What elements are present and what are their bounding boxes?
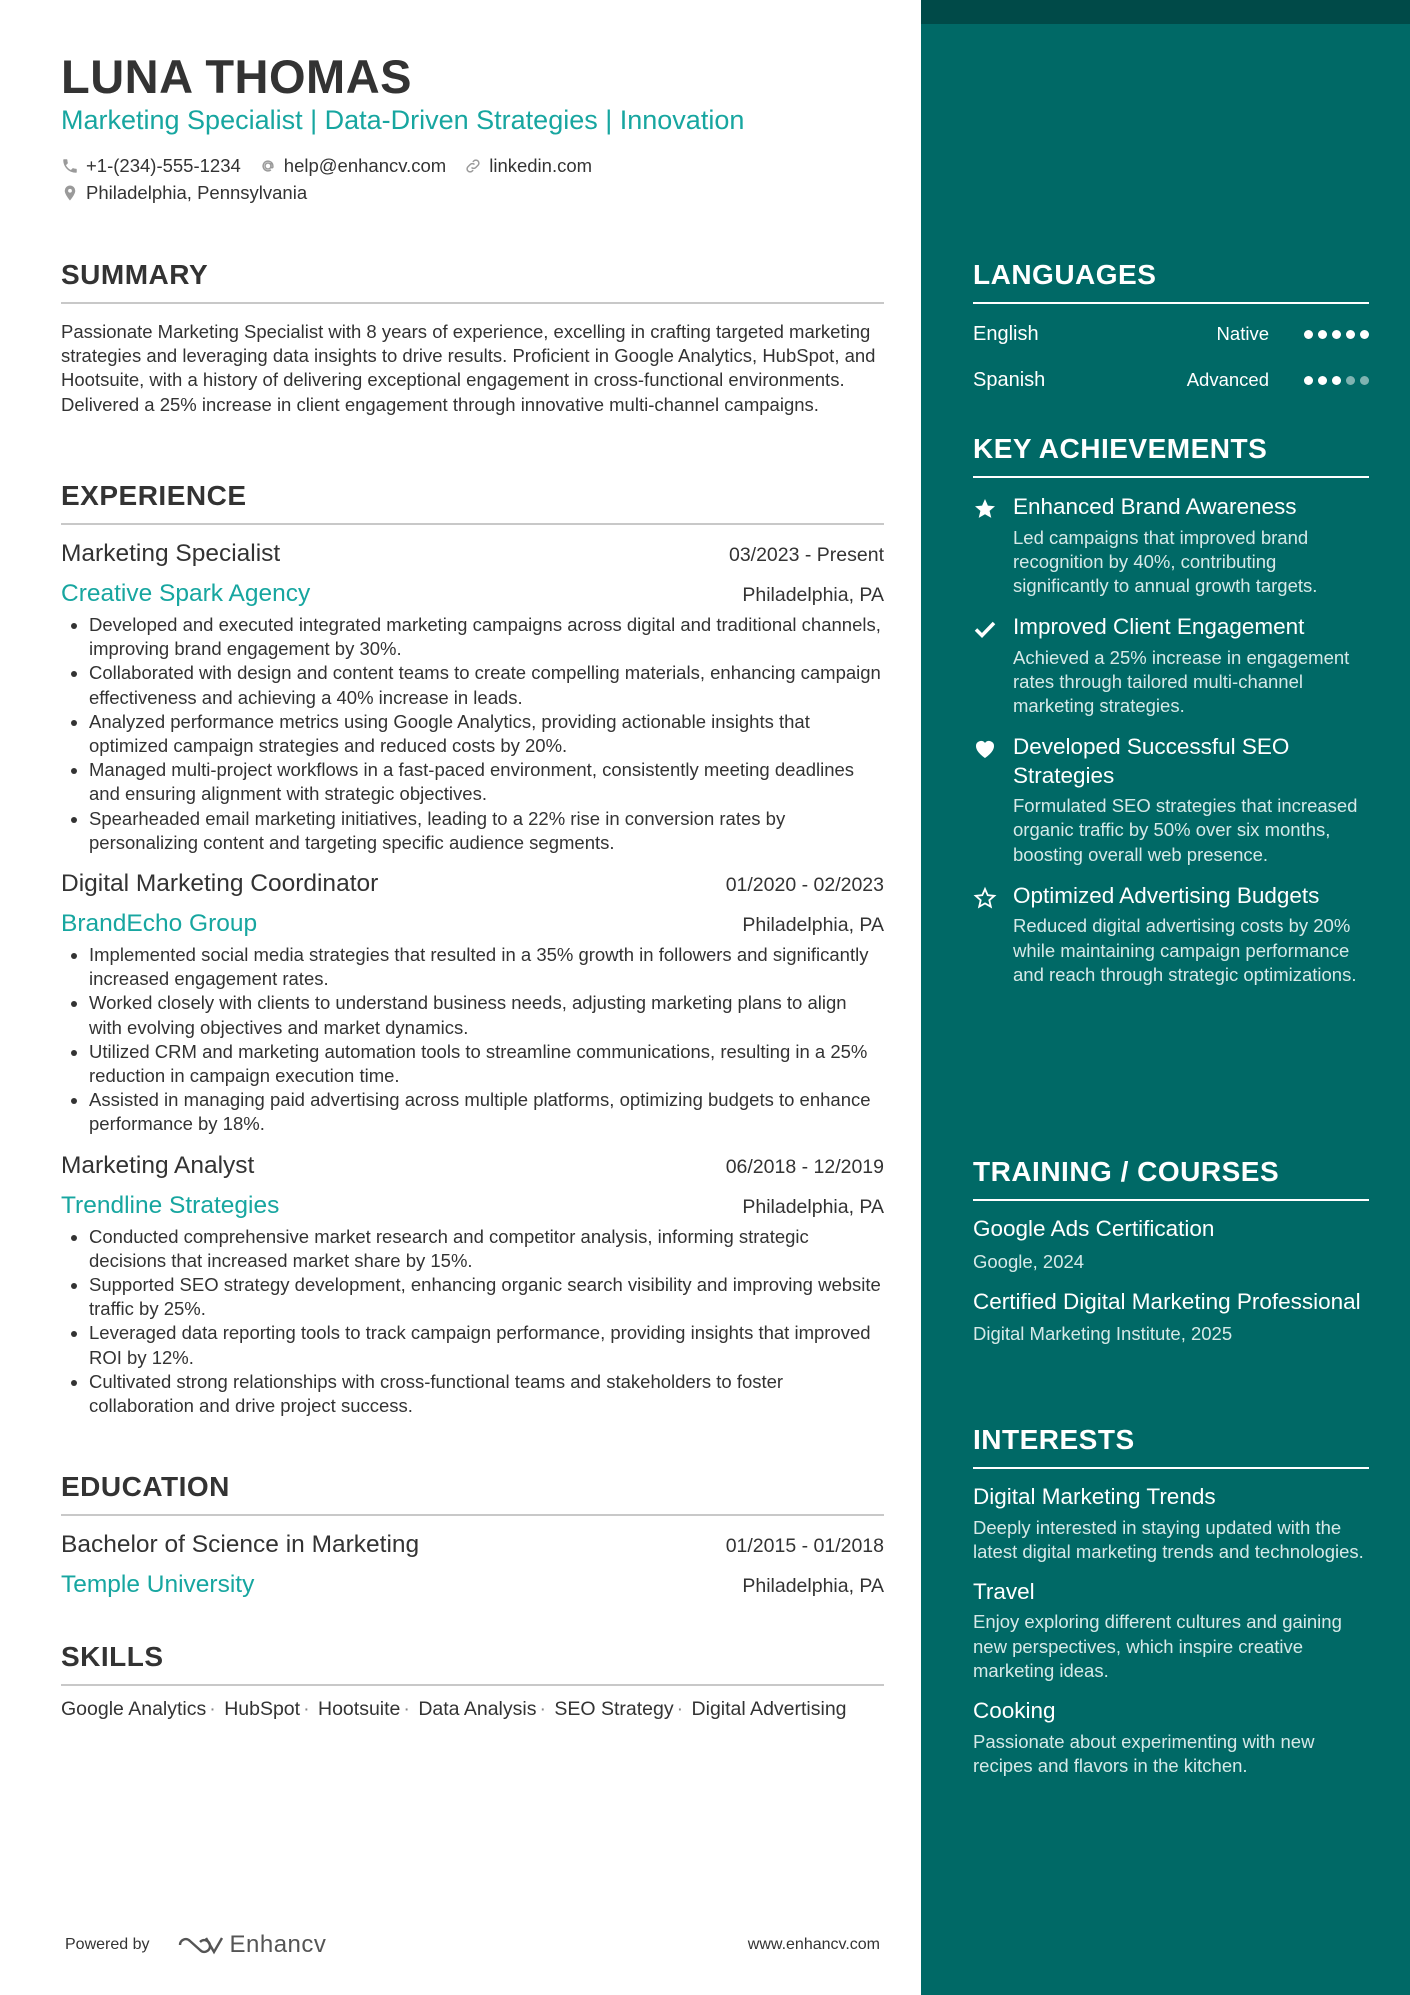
achievement-item [973, 882, 1369, 987]
languages-section [973, 258, 1369, 396]
rating-dot-filled [1332, 376, 1341, 385]
skill-item: Google Analytics [61, 1698, 207, 1720]
section-divider [61, 1684, 884, 1686]
heart-icon [973, 737, 997, 761]
brand-name: Enhancv [229, 1931, 327, 1958]
job-title: Digital Marketing Coordinator [61, 870, 379, 898]
email-contact[interactable] [259, 154, 446, 178]
skills-section [61, 1640, 884, 1721]
course-provider: Digital Marketing Institute, 2025 [973, 1323, 1233, 1344]
headline: Marketing Specialist | Data-Driven Strategies | Innovation [61, 105, 745, 135]
interests-section [973, 1423, 1369, 1778]
section-divider [973, 476, 1369, 478]
job-bullets [61, 613, 884, 855]
section-divider [61, 302, 884, 304]
language-rating [1299, 376, 1369, 385]
job-bullets [61, 1225, 884, 1419]
check-icon [973, 617, 997, 641]
interest-title: Digital Marketing Trends [973, 1484, 1216, 1509]
phone-contact[interactable] [61, 154, 241, 178]
job-title: Marketing Specialist [61, 540, 281, 567]
bullet-item: Worked closely with clients to understand business needs, adjusting marketing plans to align with evolving objectives and market dynamics. [89, 991, 884, 1039]
interest-item [973, 1578, 1369, 1683]
experience-section [61, 479, 884, 1418]
achievement-title: Developed Successful SEO Strategies [1013, 734, 1290, 788]
course-item [973, 1215, 1369, 1274]
achievement-desc: Achieved a 25% increase in engagement rates through tailored multi-channel marketing strategies. [1013, 646, 1350, 717]
rating-dot-filled [1360, 330, 1369, 339]
rating-dot-empty [1346, 376, 1355, 385]
language-level: Native [1216, 323, 1269, 344]
bullet-item: Implemented social media strategies that resulted in a 35% growth in followers and significantly increased engagement rates. [89, 943, 884, 991]
achievement-item [973, 493, 1369, 598]
interest-item [973, 1483, 1369, 1564]
job-bullets [61, 943, 884, 1137]
interest-title: Travel [973, 1578, 1035, 1604]
location-text: Philadelphia, Pennsylvania [86, 181, 308, 203]
bullet-item: Collaborated with design and content teams to create compelling materials, enhancing campaign effectiveness and achieving a 40% increase in leads. [89, 661, 884, 709]
phone-text: +1-(234)-555-1234 [86, 154, 241, 176]
phone-icon [61, 157, 79, 175]
enhancv-logo-icon [176, 1932, 224, 1958]
rating-dot-filled [1346, 330, 1355, 339]
achievement-item [973, 733, 1369, 867]
job-dates: 01/2020 - 02/2023 [725, 874, 884, 897]
rating-dot-filled [1318, 376, 1327, 385]
section-divider [973, 302, 1369, 304]
brand-block [65, 1931, 326, 1959]
job-location: Philadelphia, PA [742, 914, 884, 937]
job-company: Trendline Strategies [61, 1191, 280, 1219]
bullet-item: Managed multi-project workflows in a fast-paced environment, consistently meeting deadlines and ensuring alignment with strategic objectives. [89, 758, 884, 806]
achievements-title: KEY ACHIEVEMENTS [973, 433, 1268, 464]
section-divider [61, 523, 884, 525]
bullet-item: Supported SEO strategy development, enhancing organic search visibility and improving website traffic by 25%. [89, 1273, 884, 1321]
rating-dot-empty [1360, 376, 1369, 385]
job-entry [61, 1149, 884, 1419]
job-title: Marketing Analyst [61, 1151, 255, 1179]
skill-item: Hootsuite [318, 1698, 401, 1720]
skill-item: Digital Advertising [691, 1698, 847, 1720]
job-dates: 03/2023 - Present [728, 544, 884, 566]
interest-item [973, 1697, 1369, 1778]
sidebar-top-band [921, 0, 1410, 24]
achievement-title: Enhanced Brand Awareness [1013, 494, 1297, 519]
education-location: Philadelphia, PA [742, 1575, 884, 1597]
summary-section [61, 258, 884, 417]
website-link[interactable]: www.enhancv.com [747, 1936, 880, 1953]
job-entry [61, 537, 884, 855]
achievement-desc: Led campaigns that improved brand recognition by 40%, contributing significantly to annual growth targets. [1013, 526, 1318, 596]
skill-item: Data Analysis [418, 1698, 537, 1720]
sidebar [921, 0, 1410, 1995]
language-name: English [973, 322, 1039, 345]
star-outline-icon [973, 886, 997, 910]
star-filled-icon [973, 497, 997, 521]
bullet-item: Assisted in managing paid advertising across multiple platforms, optimizing budgets to enhance performance by 18%. [89, 1088, 884, 1136]
education-dates: 01/2015 - 01/2018 [725, 1535, 884, 1557]
degree: Bachelor of Science in Marketing [61, 1531, 420, 1558]
job-dates: 06/2018 - 12/2019 [725, 1155, 884, 1178]
contact-info [61, 152, 610, 206]
bullet-item: Spearheaded email marketing initiatives, leading to a 22% rise in conversion rates by personalizing content and targeting specific audience segments. [89, 807, 884, 855]
section-divider [973, 1199, 1369, 1201]
rating-dot-filled [1304, 376, 1313, 385]
course-provider: Google, 2024 [973, 1250, 1085, 1272]
rating-dot-filled [1318, 330, 1327, 339]
bullet-item: Analyzed performance metrics using Google Analytics, providing actionable insights that optimized campaign strategies and reduced costs by 20%. [89, 710, 884, 758]
skill-item: HubSpot [224, 1698, 301, 1720]
course-title: Certified Digital Marketing Professional [973, 1288, 1361, 1314]
education-entry [61, 1528, 884, 1602]
experience-title: EXPERIENCE [61, 480, 247, 511]
job-entry [61, 867, 884, 1137]
summary-title: SUMMARY [61, 259, 209, 290]
summary-text: Passionate Marketing Specialist with 8 years of experience, excelling in crafting targeted marketing strategies and leveraging data insights to drive results. Proficient in Google Analytics, HubSpot, and Hootsuite, with a history of delivering exceptional engagement in cross-functional environments. Delivered a 25% increase in client engagement through innovative multi-channel campaigns. [61, 321, 876, 415]
training-title: TRAINING / COURSES [973, 1156, 1280, 1187]
candidate-name: LUNA THOMAS [61, 50, 413, 103]
location-pin-icon [61, 184, 79, 202]
language-rating [1299, 330, 1369, 339]
achievement-desc: Reduced digital advertising costs by 20% while maintaining campaign performance and reach through strategic optimizations. [1013, 915, 1357, 985]
language-level: Advanced [1186, 369, 1269, 390]
bullet-item: Developed and executed integrated marketing campaigns across digital and traditional channels, improving brand engagement by 30%. [89, 613, 884, 661]
email-text: help@enhancv.com [283, 154, 447, 176]
skills-list: Google Analytics · HubSpot · Hootsuite · Data Analysis · SEO Strategy · Digital Advertising [61, 1698, 847, 1720]
training-section [973, 1155, 1369, 1346]
linkedin-text: linkedin.com [489, 154, 593, 176]
interest-desc: Passionate about experimenting with new recipes and flavors in the kitchen. [973, 1730, 1315, 1776]
skills-title: SKILLS [61, 1641, 164, 1672]
section-divider [973, 1467, 1369, 1469]
rating-dot-filled [1332, 330, 1341, 339]
school: Temple University [61, 1571, 255, 1598]
languages-title: LANGUAGES [973, 259, 1157, 290]
achievement-item [973, 613, 1369, 718]
interest-desc: Enjoy exploring different cultures and gaining new perspectives, which inspire creative marketing ideas. [973, 1611, 1342, 1681]
job-company: BrandEcho Group [61, 910, 258, 938]
achievement-desc: Formulated SEO strategies that increased organic traffic by 50% over six months, boosting overall web presence. [1013, 795, 1358, 865]
bullet-item: Conducted comprehensive market research and competitor analysis, informing strategic decisions that increased market share by 15%. [89, 1225, 884, 1273]
job-location: Philadelphia, PA [742, 1195, 884, 1218]
job-company: Creative Spark Agency [61, 580, 311, 607]
job-location: Philadelphia, PA [742, 584, 884, 606]
achievement-title: Improved Client Engagement [1013, 614, 1305, 640]
language-name: Spanish [973, 368, 1046, 391]
powered-by-text: Powered by [65, 1936, 150, 1953]
achievements-section [973, 432, 1369, 987]
footer [65, 1925, 880, 1965]
course-title: Google Ads Certification [973, 1216, 1215, 1241]
rating-dot-filled [1304, 330, 1313, 339]
interests-title: INTERESTS [973, 1424, 1135, 1455]
skill-item: SEO Strategy [554, 1698, 674, 1720]
link-icon [464, 157, 482, 175]
bullet-item: Leveraged data reporting tools to track campaign performance, providing insights that improved ROI by 12%. [89, 1321, 884, 1369]
at-icon [259, 157, 277, 175]
language-item [973, 318, 1369, 350]
course-item [973, 1288, 1369, 1347]
language-item [973, 364, 1369, 396]
linkedin-contact[interactable] [464, 154, 592, 178]
achievement-title: Optimized Advertising Budgets [1013, 882, 1320, 908]
bullet-item: Cultivated strong relationships with cross-functional teams and stakeholders to foster collaboration and drive project success. [89, 1370, 884, 1418]
education-title: EDUCATION [61, 1471, 230, 1502]
interest-desc: Deeply interested in staying updated with the latest digital marketing trends and technologies. [973, 1516, 1364, 1562]
interest-title: Cooking [973, 1698, 1056, 1724]
location-contact [61, 181, 307, 205]
education-section [61, 1470, 884, 1602]
bullet-item: Utilized CRM and marketing automation tools to streamline communications, resulting in a 25% reduction in campaign execution time. [89, 1040, 884, 1088]
section-divider [61, 1514, 884, 1516]
